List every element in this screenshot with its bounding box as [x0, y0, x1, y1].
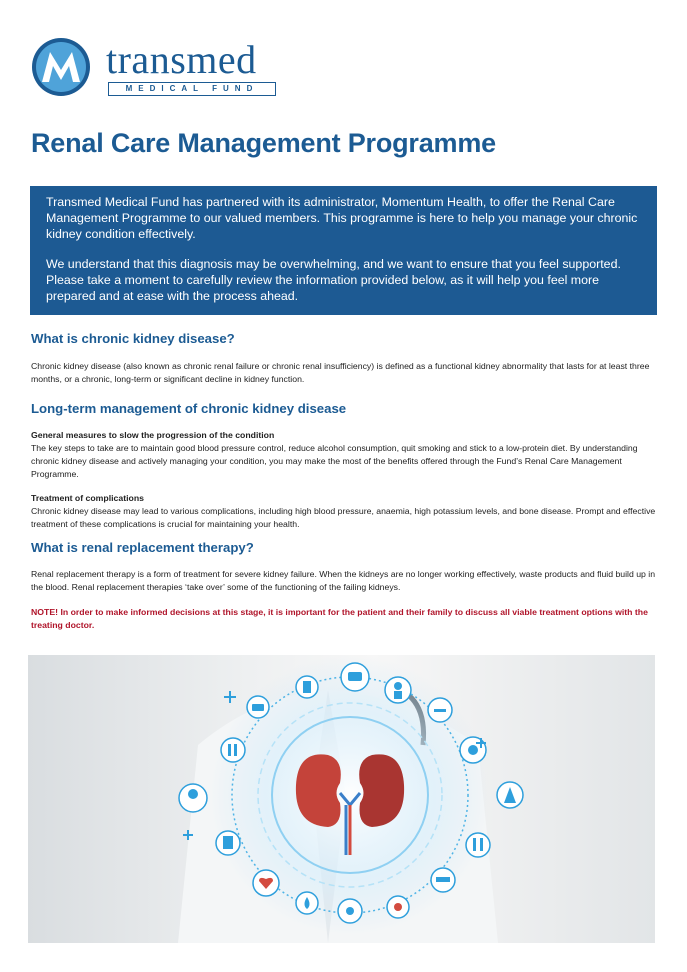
logo-subtitle: MEDICAL FUND — [108, 82, 276, 96]
note-text: NOTE! In order to make informed decisions at this stage, it is important for the patient and their family to discuss all viable treatment options with the treating doctor. — [31, 607, 648, 630]
subsection-general-measures — [31, 429, 661, 481]
intro-paragraph-1: Transmed Medical Fund has partnered with its administrator, Momentum Health, to offer the Renal Care Management Programme to our valued members. This programme is here to help you manage your chronic kidney condition effectively. — [46, 195, 638, 241]
subsection-body-general: The key steps to take are to maintain good blood pressure control, reduce alcohol consumption, quit smoking and stick to a low-protein diet. By understanding chronic kidney disease and actively managing your condition, you may make the most of the benefits offered through the Fund’s Renal Care Management Programme. — [31, 443, 638, 479]
intro-box — [30, 186, 657, 315]
test-tubes-icon — [466, 833, 490, 857]
section-heading-rrt: What is renal replacement therapy? — [31, 540, 254, 555]
subsection-body-complications: Chronic kidney disease may lead to various complications, including high blood pressure, anaemia, high potassium levels, and bone disease. Prompt and effective treatment of these complications is crucial for maintaining your health. — [31, 506, 656, 529]
subsection-title-general: General measures to slow the progression of the condition — [31, 430, 275, 440]
transmed-logo-mark — [30, 36, 92, 98]
page-title: Renal Care Management Programme — [31, 128, 496, 158]
intro-paragraph-2: We understand that this diagnosis may be overwhelming, and we want to ensure that you feel supported. Please take a moment to carefully review the information provided below, as it will help you feel more prepared and at ease with the process ahead. — [46, 257, 621, 303]
section-heading-ckd: What is chronic kidney disease? — [31, 331, 235, 346]
transmed-logo — [30, 36, 290, 100]
subsection-title-complications: Treatment of complications — [31, 493, 144, 503]
vials-icon — [221, 738, 245, 762]
section-body-rrt: Renal replacement therapy is a form of treatment for severe kidney failure. When the kidneys are no longer working effectively, waste products and fluid build up in the blood. Renal replacement therapies ‘take over’ some of the functioning of the failing kidneys. — [31, 569, 656, 592]
hero-image — [28, 655, 655, 943]
doctor-kidney-illustration — [28, 655, 655, 943]
subsection-complications — [31, 492, 661, 531]
section-heading-long-term: Long-term management of chronic kidney disease — [31, 401, 347, 416]
logo-wordmark: transmed — [106, 37, 257, 82]
section-body-ckd: Chronic kidney disease (also known as chronic renal failure or chronic renal insufficiency) is defined as a functional kidney abnormality that lasts for at least three months, or a chronic, long-term or significant decline in kidney function. — [31, 361, 650, 384]
